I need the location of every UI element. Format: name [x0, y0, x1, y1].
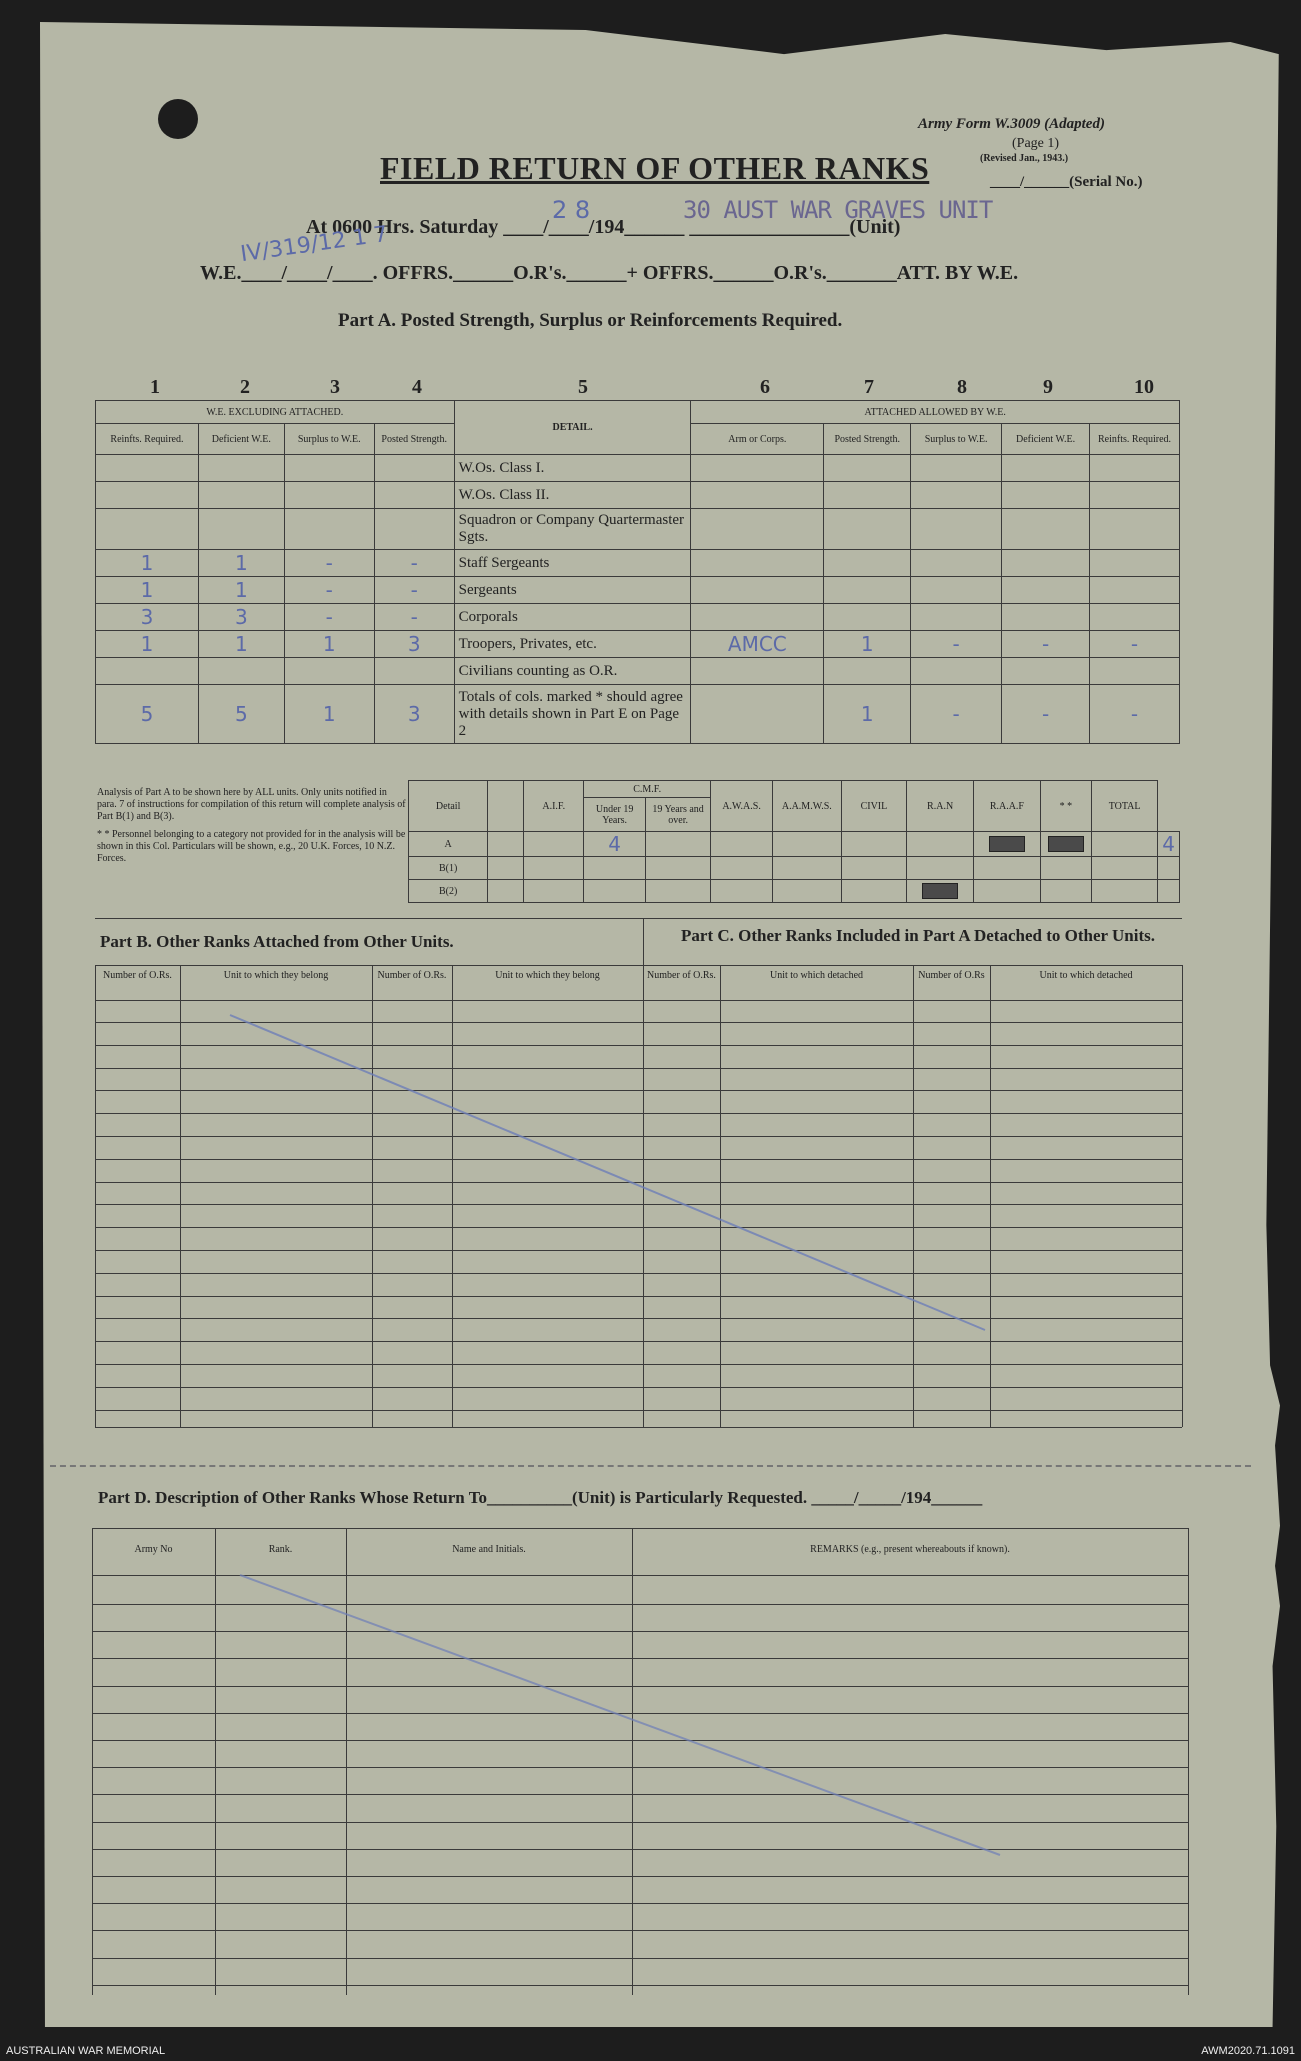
column-number: 8: [957, 376, 967, 398]
detail-cell: Squadron or Company Quartermaster Sgts.: [454, 509, 691, 550]
handwritten-cell: 3: [96, 604, 199, 631]
column-number: 3: [330, 376, 340, 398]
handwritten-cell: -: [911, 631, 1002, 658]
col-header: Deficient W.E.: [198, 424, 284, 455]
handwritten-cell: AMCC: [691, 631, 824, 658]
detail-cell: W.Os. Class II.: [454, 482, 691, 509]
col-header: Reinfts. Required.: [1090, 424, 1180, 455]
serial-number: ____/______(Serial No.): [990, 174, 1143, 190]
handwritten-cell: -: [284, 604, 374, 631]
we-line: W.E.____/____/____. OFFRS.______O.R's.______+ OFFRS.______O.R's._______ATT. BY W.E.: [200, 262, 1019, 284]
footer-accession: AWM2020.71.1091: [1201, 2045, 1295, 2057]
revision-date: (Revised Jan., 1943.): [980, 153, 1069, 164]
analysis-cell: B(1): [409, 857, 488, 880]
analysis-note-1: Analysis of Part A to be shown here by ALL units. Only units notified in para. 7 of instructions for compilation of this return will complete analysis of Part B(1) and B(3).: [97, 787, 406, 822]
column-header: Unit to which they belong: [495, 970, 600, 981]
col-header: Posted Strength.: [374, 424, 454, 455]
handwritten-cell: 1: [198, 631, 284, 658]
page-number: (Page 1): [1012, 136, 1060, 151]
handwritten-cell: 3: [374, 685, 454, 744]
footer-source: AUSTRALIAN WAR MEMORIAL: [6, 2045, 166, 2057]
raaf-header: R.A.A.F: [974, 781, 1041, 832]
column-number: 6: [760, 376, 770, 398]
handwritten-date: 2 8: [552, 196, 591, 224]
handwritten-cell: 1: [198, 550, 284, 577]
column-header: Army No: [134, 1544, 173, 1555]
part-b-heading: Part B. Other Ranks Attached from Other Units.: [100, 932, 454, 951]
handwritten-cell: -: [1090, 631, 1180, 658]
handwritten-cell: -: [284, 577, 374, 604]
detail-cell: Civilians counting as O.R.: [454, 658, 691, 685]
form-title: FIELD RETURN OF OTHER RANKS: [380, 150, 930, 186]
analysis-cell: 4: [1158, 832, 1180, 857]
column-header: Unit to which they belong: [223, 970, 329, 981]
handwritten-cell: -: [1002, 685, 1090, 744]
handwritten-cell: 5: [96, 685, 199, 744]
column-header: Number of O.Rs.: [377, 970, 447, 981]
aamws-header: A.A.M.W.S.: [773, 781, 842, 832]
handwritten-cell: 3: [198, 604, 284, 631]
over19-header: 19 Years and over.: [646, 798, 711, 832]
col-header: Reinfts. Required.: [96, 424, 199, 455]
unit-stamp: 30 AUST WAR GRAVES UNIT: [683, 196, 993, 224]
we-excluding-header: W.E. EXCLUDING ATTACHED.: [96, 401, 455, 424]
under19-header: Under 19 Years.: [584, 798, 646, 832]
detail-cell: W.Os. Class I.: [454, 455, 691, 482]
detail-cell: Troopers, Privates, etc.: [454, 631, 691, 658]
aif-header: A.I.F.: [524, 781, 584, 832]
civil-header: CIVIL: [841, 781, 907, 832]
column-header: Rank.: [268, 1544, 293, 1555]
col-header: Surplus to W.E.: [284, 424, 374, 455]
column-number: 2: [240, 376, 250, 398]
handwritten-cell: 1: [284, 685, 374, 744]
strike-line-part-d: [240, 1575, 1000, 1855]
column-number: 7: [864, 376, 874, 398]
handwritten-cell: 3: [374, 631, 454, 658]
column-number: 5: [578, 376, 588, 398]
column-header: Unit to which detached: [1039, 970, 1133, 981]
detail-cell: Corporals: [454, 604, 691, 631]
detail-cell: Sergeants: [454, 577, 691, 604]
col-header: Surplus to W.E.: [911, 424, 1002, 455]
column-header: Number of O.Rs.: [103, 970, 172, 981]
handwritten-cell: -: [374, 550, 454, 577]
total-header: TOTAL: [1091, 781, 1157, 832]
detail-cell: Staff Sergeants: [454, 550, 691, 577]
column-number: 4: [412, 376, 422, 398]
cmf-header: C.M.F.: [584, 781, 711, 798]
date-unit-line: At 0600 Hrs. Saturday ____/____/194______ ________________(Unit): [306, 216, 901, 238]
handwritten-cell: -: [374, 577, 454, 604]
ran-header: R.A.N: [907, 781, 974, 832]
form-number: Army Form W.3009 (Adapted): [918, 116, 1105, 132]
column-header: Unit to which detached: [769, 970, 864, 981]
footer-bar: [0, 2041, 1301, 2061]
handwritten-cell: -: [1002, 631, 1090, 658]
analysis-cell: A: [409, 832, 488, 857]
analysis-cell: 4: [584, 832, 646, 857]
column-header: Number of O.Rs: [918, 970, 985, 981]
strike-line-part-b: [230, 1015, 985, 1330]
col-header: Posted Strength.: [824, 424, 911, 455]
part-a-heading: Part A. Posted Strength, Surplus or Reinforcements Required.: [338, 310, 843, 331]
handwritten-cell: 1: [824, 685, 911, 744]
handwritten-cell: 1: [824, 631, 911, 658]
handwritten-cell: 1: [198, 577, 284, 604]
handwritten-cell: 1: [96, 631, 199, 658]
handwritten-cell: 1: [284, 631, 374, 658]
column-header: Name and Initials.: [452, 1544, 526, 1555]
handwritten-cell: -: [911, 685, 1002, 744]
column-number: 9: [1043, 376, 1053, 398]
attached-allowed-header: ATTACHED ALLOWED BY W.E.: [691, 401, 1180, 424]
column-header: Number of O.Rs.: [647, 970, 716, 981]
column-header: REMARKS (e.g., present whereabouts if known).: [810, 1544, 1010, 1555]
detail-cell: Totals of cols. marked * should agree with details shown in Part E on Page 2: [454, 685, 691, 744]
handwritten-cell: 1: [96, 577, 199, 604]
handwritten-cell: -: [374, 604, 454, 631]
col-header: Deficient W.E.: [1002, 424, 1090, 455]
col-header: Arm or Corps.: [691, 424, 824, 455]
part-c-heading: Part C. Other Ranks Included in Part A Detached to Other Units.: [681, 926, 1155, 945]
handwritten-cell: -: [1090, 685, 1180, 744]
handwritten-cell: 5: [198, 685, 284, 744]
analysis-cell: B(2): [409, 880, 488, 903]
handwritten-cell: -: [284, 550, 374, 577]
column-number: 10: [1134, 376, 1154, 398]
part-d-heading: Part D. Description of Other Ranks Whose Return To__________(Unit) is Particularly Requested. _____/_____/194______: [98, 1488, 983, 1507]
awas-header: A.W.A.S.: [711, 781, 773, 832]
handwritten-we: IV/319/12 1 7: [238, 221, 390, 268]
analysis-note-2: * * Personnel belonging to a category not provided for in the analysis will be shown in this Col. Particulars will be shown, e.g., 20 U.K. Forces, 10 N.Z. Forces.: [97, 829, 406, 864]
detail-header: DETAIL.: [454, 401, 691, 455]
analysis-detail-header: Detail: [409, 781, 488, 832]
column-number: 1: [150, 376, 160, 398]
other-header: * *: [1040, 781, 1091, 832]
handwritten-cell: 1: [96, 550, 199, 577]
